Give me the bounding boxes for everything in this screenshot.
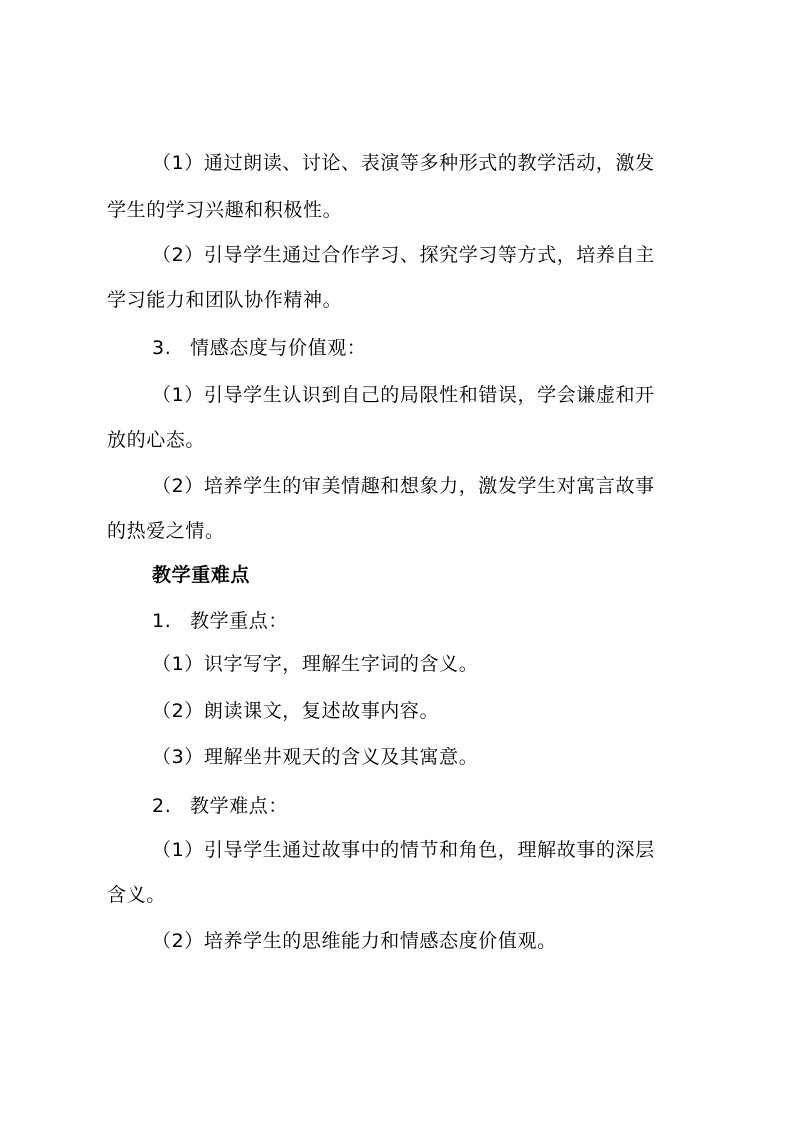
subsection-heading-key <box>152 609 288 633</box>
paragraph-line: （2）引导学生通过合作学习、探究学习等方式，培养自主 <box>152 244 655 266</box>
list-item: （1）识字写字，理解生字词的含义。 <box>152 653 479 675</box>
list-item: （3）理解坐井观天的含义及其寓意。 <box>152 746 479 768</box>
section-heading-emotion <box>152 336 366 360</box>
paragraph-line: 放的心态。 <box>107 429 206 451</box>
subsection-title: 教学难点： <box>190 795 289 817</box>
section-heading-key-difficult: 教学重难点 <box>152 564 251 586</box>
list-item: （2）培养学生的思维能力和情感态度价值观。 <box>152 930 557 952</box>
subsection-title: 教学重点： <box>190 610 289 632</box>
paragraph-line: 的热爱之情。 <box>107 520 225 542</box>
paragraph-line: （2）培养学生的审美情趣和想象力，激发学生对寓言故事 <box>152 475 655 497</box>
section-number: 3. <box>152 337 172 359</box>
subsection-number: 2. <box>152 795 172 817</box>
paragraph-line: （1）通过朗读、讨论、表演等多种形式的教学活动，激发 <box>152 152 655 174</box>
paragraph-line: 学生的学习兴趣和积极性。 <box>107 199 343 221</box>
paragraph-line: （1）引导学生认识到自己的局限性和错误，学会谦虚和开 <box>152 384 655 406</box>
paragraph-line: 含义。 <box>107 884 166 906</box>
section-title: 情感态度与价值观： <box>190 337 367 359</box>
paragraph-line: 学习能力和团队协作精神。 <box>107 289 343 311</box>
subsection-number: 1. <box>152 610 172 632</box>
list-item: （2）朗读课文，复述故事内容。 <box>152 700 440 722</box>
subsection-heading-difficult <box>152 794 288 818</box>
paragraph-line: （1）引导学生通过故事中的情节和角色，理解故事的深层 <box>152 839 655 861</box>
